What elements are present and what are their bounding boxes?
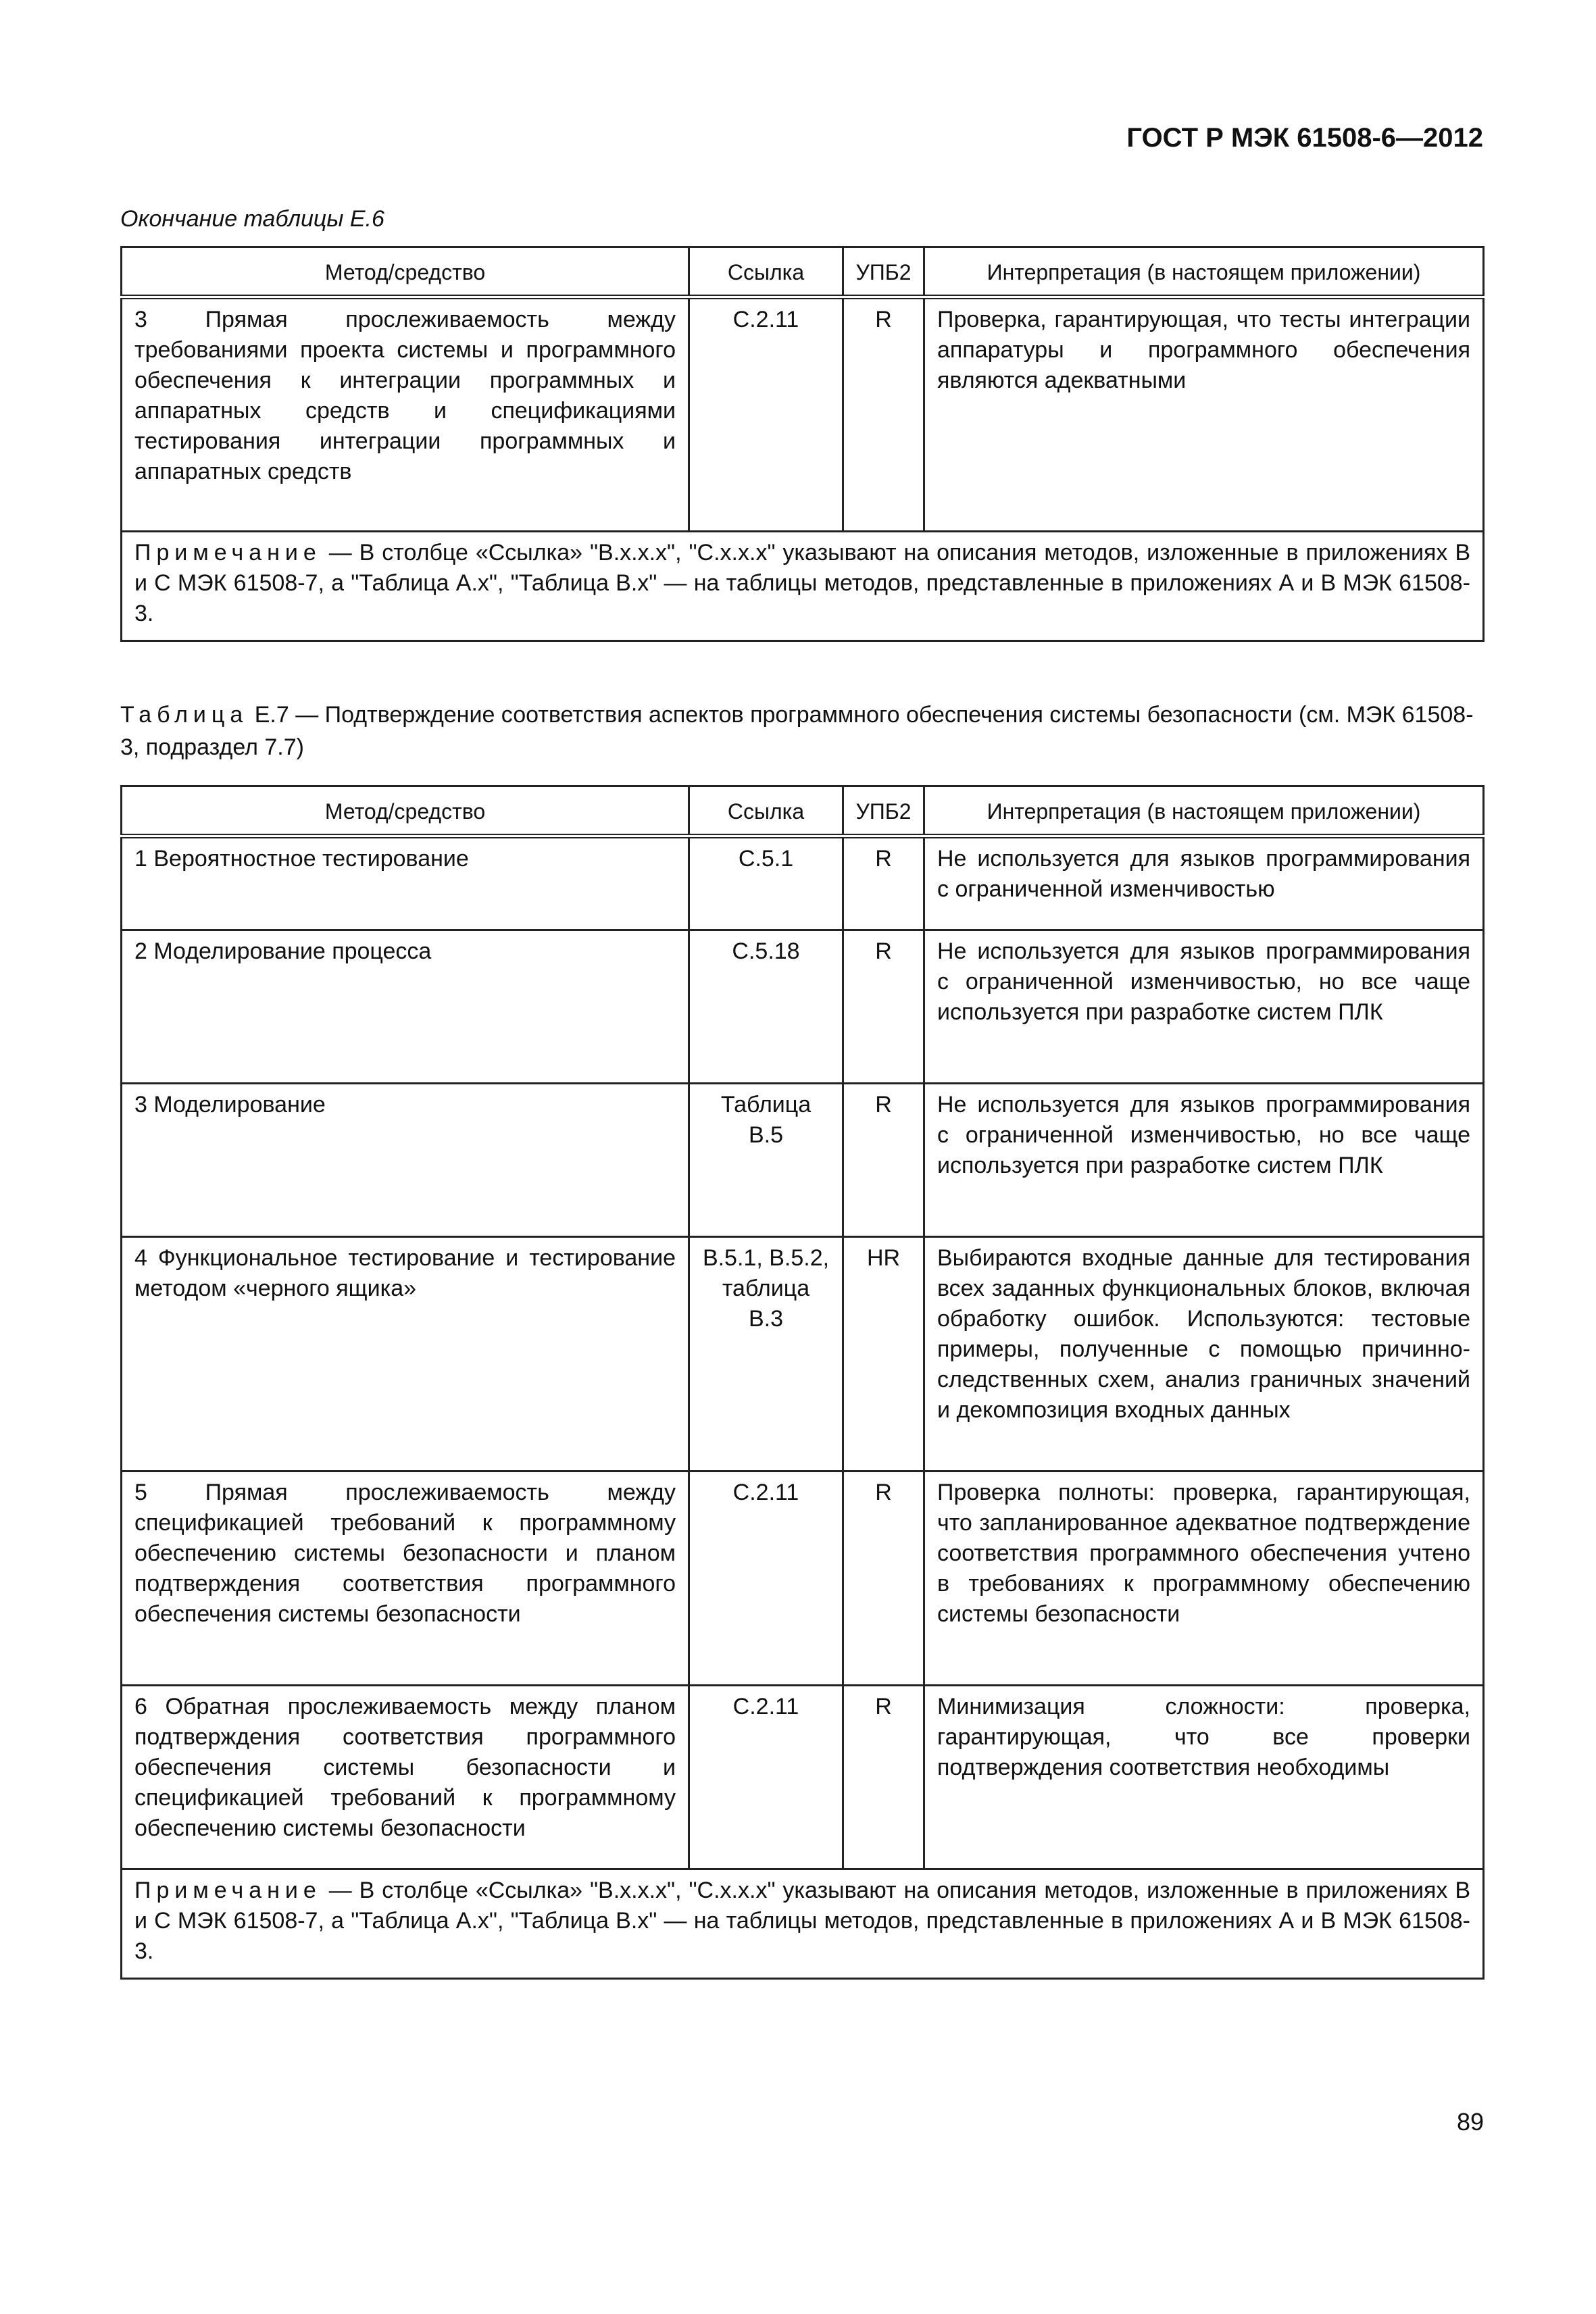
column-header-method: Метод/средство <box>122 247 689 297</box>
table-row <box>122 1237 1484 1472</box>
table-row <box>122 930 1484 1084</box>
column-header-ref: Ссылка <box>689 786 843 836</box>
column-header-interpretation: Интерпретация (в настоящем приложении) <box>924 786 1484 836</box>
interpretation-cell: Не используется для языков программирования с ограниченной изменчивостью, но все чаще используется при разработке систем ПЛК <box>924 1084 1484 1237</box>
column-header-interpretation: Интерпретация (в настоящем приложении) <box>924 247 1484 297</box>
note-lead: Примечание <box>134 1878 322 1903</box>
interpretation-cell: Проверка полноты: проверка, гарантирующая, что запланированное адекватное подтверждение соответствия программного обеспечения учтено в требованиях к программному обеспечению системы безопасности <box>924 1472 1484 1686</box>
note-lead: Примечание <box>134 540 322 565</box>
sil2-cell: R <box>843 1084 924 1237</box>
standard-designation: ГОСТ Р МЭК 61508-6—2012 <box>1126 123 1483 153</box>
interpretation-cell: Минимизация сложности: проверка, гарантирующая, что все проверки подтверждения соответствия необходимы <box>924 1686 1484 1869</box>
method-cell: 1 Вероятностное тестирование <box>122 836 689 930</box>
column-header-ref: Ссылка <box>689 247 843 297</box>
table-note <box>122 1869 1484 1979</box>
interpretation-cell: Не используется для языков программирования с ограниченной изменчивостью, но все чаще используется при разработке систем ПЛК <box>924 930 1484 1084</box>
method-cell: 2 Моделирование процесса <box>122 930 689 1084</box>
method-cell: 3 Моделирование <box>122 1084 689 1237</box>
ref-cell: В.5.1, В.5.2, таблица В.3 <box>689 1237 843 1472</box>
table-header-row <box>122 786 1484 836</box>
ref-cell: С.2.11 <box>689 1472 843 1686</box>
table-row <box>122 1686 1484 1869</box>
table-e6-continuation-caption: Окончание таблицы Е.6 <box>120 206 384 232</box>
column-header-method: Метод/средство <box>122 786 689 836</box>
method-cell: 3 Прямая прослеживаемость между требованиями проекта системы и программного обеспечения к интеграции программных и аппаратных средств и спецификациями тестирования интеграции программных и аппаратных средств <box>122 297 689 532</box>
interpretation-cell: Не используется для языков программирования с ограниченной изменчивостью <box>924 836 1484 930</box>
interpretation-cell: Проверка, гарантирующая, что тесты интеграции аппаратуры и программного обеспечения являются адекватными <box>924 297 1484 532</box>
table-row <box>122 836 1484 930</box>
table-e7-caption-lead: Таблица <box>120 702 249 728</box>
method-cell: 6 Обратная прослеживаемость между планом подтверждения соответствия программного обеспечения системы безопасности и спецификацией требований к программному обеспечению системы безопасности <box>122 1686 689 1869</box>
table-e7 <box>120 785 1485 1980</box>
sil2-cell: R <box>843 930 924 1084</box>
sil2-cell: R <box>843 1686 924 1869</box>
ref-cell: С.5.18 <box>689 930 843 1084</box>
table-row <box>122 1472 1484 1686</box>
table-e7-caption-text: Е.7 — Подтверждение соответствия аспектов программного обеспечения системы безопасности (см. МЭК 61508-3, подраздел 7.7) <box>120 702 1474 760</box>
table-header-row <box>122 247 1484 297</box>
sil2-cell: R <box>843 297 924 532</box>
column-header-sil2: УПБ2 <box>843 786 924 836</box>
table-note <box>122 532 1484 641</box>
ref-cell: Таблица В.5 <box>689 1084 843 1237</box>
interpretation-cell: Выбираются входные данные для тестирования всех заданных функциональных блоков, включая обработку ошибок. Используются: тестовые примеры, полученные с помощью причинно-следственных схем, анализ граничных значений и декомпозиция входных данных <box>924 1237 1484 1472</box>
method-cell: 5 Прямая прослеживаемость между спецификацией требований к программному обеспечению системы безопасности и планом подтверждения соответствия программного обеспечения системы безопасности <box>122 1472 689 1686</box>
table-note-row <box>122 532 1484 641</box>
table-note-row <box>122 1869 1484 1979</box>
table-e7-caption <box>120 699 1485 763</box>
column-header-sil2: УПБ2 <box>843 247 924 297</box>
table-row <box>122 297 1484 532</box>
sil2-cell: R <box>843 836 924 930</box>
ref-cell: С.2.11 <box>689 297 843 532</box>
page-number: 89 <box>1456 2108 1484 2136</box>
table-e6-end <box>120 246 1485 642</box>
ref-cell: С.2.11 <box>689 1686 843 1869</box>
method-cell: 4 Функциональное тестирование и тестирование методом «черного ящика» <box>122 1237 689 1472</box>
note-text: — В столбце «Ссылка» "В.x.x.x", "С.x.x.x" указывают на описания методов, изложенные в приложениях В и С МЭК 61508-7, а "Таблица А.x", "Таблица В.x" — на таблицы методов, представленные в приложениях А и В МЭК 61508-3. <box>134 1878 1470 1964</box>
sil2-cell: HR <box>843 1237 924 1472</box>
table-row <box>122 1084 1484 1237</box>
sil2-cell: R <box>843 1472 924 1686</box>
note-text: — В столбце «Ссылка» "В.x.x.x", "С.x.x.x" указывают на описания методов, изложенные в приложениях В и С МЭК 61508-7, а "Таблица А.x", "Таблица В.x" — на таблицы методов, представленные в приложениях А и В МЭК 61508-3. <box>134 540 1470 626</box>
ref-cell: С.5.1 <box>689 836 843 930</box>
